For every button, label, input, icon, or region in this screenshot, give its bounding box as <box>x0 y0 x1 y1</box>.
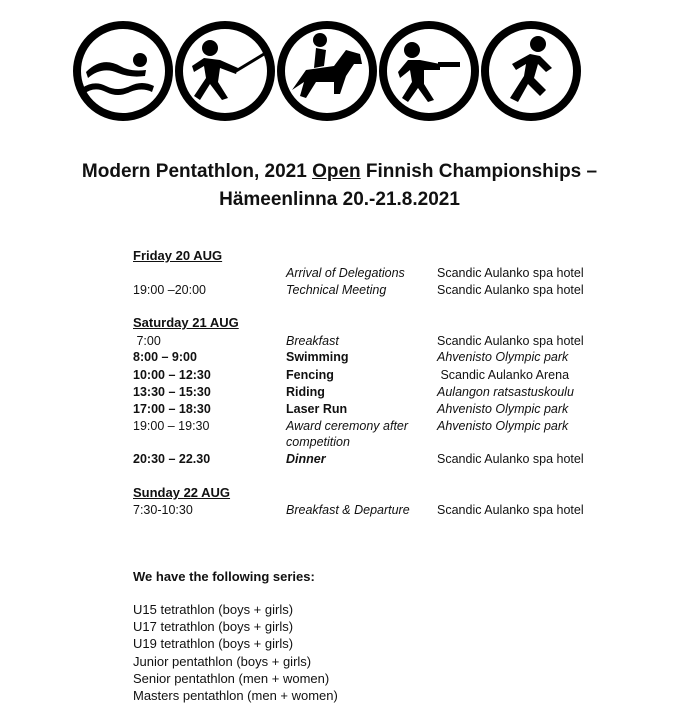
row-time: 19:00 –20:00 <box>133 283 206 297</box>
row-location: Scandic Aulanko spa hotel <box>437 503 584 517</box>
day-heading-sunday: Sunday 22 AUG <box>133 485 231 500</box>
row-location: Ahvenisto Olympic park <box>437 350 569 364</box>
row-time: 7:00 <box>133 334 161 348</box>
row-activity: Laser Run <box>286 402 348 416</box>
row-activity: Fencing <box>286 368 334 382</box>
row-location: Scandic Aulanko spa hotel <box>437 452 584 466</box>
row-time: 13:30 – 15:30 <box>133 385 211 399</box>
row-location: Scandic Aulanko spa hotel <box>437 334 584 348</box>
series-item: U17 tetrathlon (boys + girls) <box>133 619 294 635</box>
row-activity: Breakfast & Departure <box>286 503 410 517</box>
fencing-icon <box>174 20 276 122</box>
row-location: Scandic Aulanko Arena <box>437 368 570 382</box>
row-time: 7:30-10:30 <box>133 503 193 517</box>
running-icon <box>480 20 582 122</box>
series-item: U19 tetrathlon (boys + girls) <box>133 636 294 652</box>
shooting-icon <box>378 20 480 122</box>
row-location: Ahvenisto Olympic park <box>437 419 569 433</box>
series-item: U15 tetrathlon (boys + girls) <box>133 602 294 617</box>
series-item: Masters pentathlon (men + women) <box>133 688 338 704</box>
row-location: Aulangon ratsastuskoulu <box>437 385 574 399</box>
row-time: 20:30 – 22.30 <box>133 452 211 466</box>
day-heading-friday: Friday 20 AUG <box>133 248 223 263</box>
row-time: 19:00 – 19:30 <box>133 419 210 433</box>
day-heading-saturday: Saturday 21 AUG <box>133 315 239 330</box>
row-activity: Swimming <box>286 350 349 364</box>
title-open-word: Open <box>312 161 361 182</box>
swimming-icon <box>72 20 174 122</box>
row-location: Ahvenisto Olympic park <box>437 402 569 416</box>
row-time: 8:00 – 9:00 <box>133 350 197 364</box>
row-activity: Award ceremony after competition <box>286 419 409 449</box>
row-location: Scandic Aulanko spa hotel <box>437 266 584 280</box>
series-list <box>133 601 338 704</box>
row-time: 17:00 – 18:30 <box>133 402 211 416</box>
row-activity: Dinner <box>286 452 326 466</box>
riding-icon <box>276 20 378 122</box>
sport-icons-row <box>72 20 582 124</box>
row-activity: Technical Meeting <box>286 283 387 297</box>
title-line-1: Modern Pentathlon, 2021 Open Finnish Championships – <box>81 161 598 182</box>
row-activity: Breakfast <box>286 334 339 348</box>
row-location: Scandic Aulanko spa hotel <box>437 283 584 297</box>
series-heading: We have the following series: <box>133 569 315 584</box>
series-item: Senior pentathlon (men + women) <box>133 670 330 686</box>
row-activity: Arrival of Delegations <box>286 266 405 280</box>
title-line-2: Hämeenlinna 20.-21.8.2021 <box>219 189 460 210</box>
row-time: 10:00 – 12:30 <box>133 368 211 382</box>
page-title <box>0 158 679 214</box>
series-item: Junior pentathlon (boys + girls) <box>133 653 312 669</box>
row-activity: Riding <box>286 385 325 399</box>
